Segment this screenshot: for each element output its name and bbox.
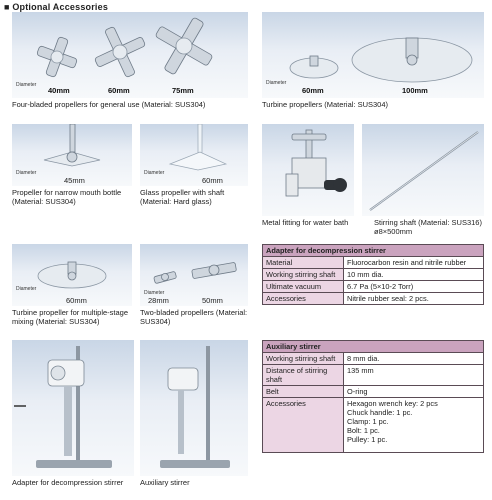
diameter-label: Diameter: [266, 80, 287, 86]
table-row: [263, 398, 484, 453]
stirring-shaft-image: [362, 124, 484, 216]
row-value: 135 mm: [344, 365, 484, 386]
row-key: Belt: [263, 386, 344, 398]
diameter-label: Diameter: [144, 290, 165, 296]
row-value: Nitrile rubber seal: 2 pcs.: [344, 293, 484, 305]
size-label: 60mm: [108, 86, 130, 95]
row-key: Working stirring shaft: [263, 353, 344, 365]
multi-stage-caption: Turbine propeller for multiple-stage mixing (Material: SUS304): [12, 308, 129, 326]
metal-fitting-image: [262, 124, 354, 216]
four-bladed-propellers-image: [12, 12, 248, 98]
section-heading: ■ Optional Accessories: [4, 2, 109, 12]
row-key: Working stirring shaft: [263, 269, 344, 281]
decompression-adapter-illustration: [12, 340, 134, 476]
size-label: 45mm: [64, 176, 85, 185]
accessory-item: Hexagon wrench key: 2 pcs: [347, 399, 438, 408]
stirring-shaft-illustration: [362, 124, 484, 216]
turbine-caption: Turbine propellers (Material: SUS304): [262, 100, 389, 109]
turbine-propellers-image: [262, 12, 484, 98]
two-bladed-caption: Two-bladed propellers (Material: SUS304): [140, 308, 248, 326]
multi-stage-propeller-image: [12, 244, 132, 306]
stirring-shaft-caption: Stirring shaft (Material: SUS316) ø8×500mm: [374, 218, 482, 236]
row-key: Accessories: [263, 398, 344, 453]
row-key: Accessories: [263, 293, 344, 305]
row-value: 8 mm dia.: [344, 353, 484, 365]
decompression-adapter-spec-table: [262, 244, 484, 305]
accessory-item: Chuck handle: 1 pc.: [347, 408, 413, 417]
diameter-label: Diameter: [16, 170, 37, 176]
glass-propeller-caption: Glass propeller with shaft (Material: Hard glass): [140, 188, 225, 206]
table-title: Adapter for decompression stirrer: [263, 245, 484, 257]
size-label: 75mm: [172, 86, 194, 95]
accessory-item: Bolt: 1 pc.: [347, 426, 380, 435]
row-value: 6.7 Pa (5×10-2 Torr): [344, 281, 484, 293]
row-value: O-ring: [344, 386, 484, 398]
size-label: 28mm: [148, 296, 169, 305]
table-header-row: [263, 341, 484, 353]
table-row: [263, 269, 484, 281]
size-label: 100mm: [402, 86, 428, 95]
auxiliary-stirrer-caption: Auxiliary stirrer: [140, 478, 190, 487]
auxiliary-stirrer-image: [140, 340, 248, 476]
auxiliary-stirrer-illustration: [140, 340, 248, 476]
decompression-adapter-caption: Adapter for decompression stirrer: [12, 478, 124, 487]
narrow-mouth-caption: Propeller for narrow mouth bottle (Material: SUS304): [12, 188, 122, 206]
accessories-list: [344, 398, 484, 453]
row-value: 10 mm dia.: [344, 269, 484, 281]
turbine-propellers-illustration: [262, 12, 484, 98]
table-row: [263, 293, 484, 305]
auxiliary-stirrer-spec-table: [262, 340, 484, 453]
glass-propeller-illustration: [140, 124, 248, 186]
accessory-item: Pulley: 1 pc.: [347, 435, 388, 444]
table-header-row: [263, 245, 484, 257]
table-row: [263, 353, 484, 365]
glass-propeller-image: [140, 124, 248, 186]
table-row: [263, 281, 484, 293]
size-label: 60mm: [202, 176, 223, 185]
row-key: Material: [263, 257, 344, 269]
row-key: Distance of stirring shaft: [263, 365, 344, 386]
diameter-label: Diameter: [144, 170, 165, 176]
table-row: [263, 365, 484, 386]
size-label: 60mm: [302, 86, 324, 95]
metal-fitting-caption: Metal fitting for water bath: [262, 218, 349, 227]
accessory-item: Clamp: 1 pc.: [347, 417, 389, 426]
diameter-label: Diameter: [16, 82, 37, 88]
table-row: [263, 257, 484, 269]
table-row: [263, 386, 484, 398]
row-key: Ultimate vacuum: [263, 281, 344, 293]
four-bladed-caption: Four-bladed propellers for general use (Material: SUS304): [12, 100, 206, 109]
size-label: 60mm: [66, 296, 87, 305]
metal-fitting-illustration: [262, 124, 354, 216]
decompression-adapter-image: [12, 340, 134, 476]
two-bladed-propellers-image: [140, 244, 248, 306]
table-title: Auxiliary stirrer: [263, 341, 484, 353]
size-label: 50mm: [202, 296, 223, 305]
diameter-label: Diameter: [16, 286, 37, 292]
narrow-mouth-propeller-image: [12, 124, 132, 186]
row-value: Fluorocarbon resin and nitrile rubber: [344, 257, 484, 269]
size-label: 40mm: [48, 86, 70, 95]
